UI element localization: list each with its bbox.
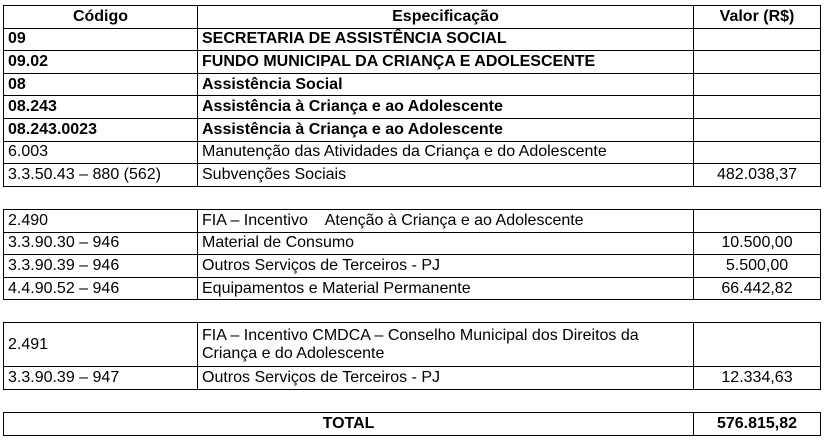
- valor-cell: [694, 51, 821, 74]
- budget-table-fia-2491: [3, 322, 821, 390]
- table-row: [4, 210, 821, 233]
- especificacao-cell: SECRETARIA DE ASSISTÊNCIA SOCIAL: [198, 28, 694, 51]
- especificacao-cell: Material de Consumo: [198, 232, 694, 255]
- valor-cell: 66.442,82: [694, 277, 821, 300]
- valor-cell: [694, 118, 821, 141]
- table-row: [4, 255, 821, 278]
- table-row: [4, 141, 821, 164]
- budget-table-fia-2490: [3, 209, 821, 300]
- header-codigo: Código: [4, 6, 198, 29]
- codigo-cell: 2.490: [4, 210, 198, 233]
- valor-cell: 12.334,63: [694, 367, 821, 390]
- especificacao-cell: Outros Serviços de Terceiros - PJ: [198, 367, 694, 390]
- especificacao-cell: Assistência Social: [198, 73, 694, 96]
- especificacao-cell: Assistência à Criança e ao Adolescente: [198, 96, 694, 119]
- codigo-cell: 3.3.90.39 – 946: [4, 255, 198, 278]
- table-row: [4, 118, 821, 141]
- codigo-cell: 3.3.50.43 – 880 (562): [4, 164, 198, 187]
- total-table: [3, 412, 821, 436]
- table-row: [4, 164, 821, 187]
- codigo-cell: 09: [4, 28, 198, 51]
- codigo-cell: 09.02: [4, 51, 198, 74]
- table-row: [4, 28, 821, 51]
- table-row: [4, 323, 821, 367]
- header-row: [4, 6, 821, 29]
- table-row: [4, 73, 821, 96]
- codigo-cell: 6.003: [4, 141, 198, 164]
- codigo-cell: 08: [4, 73, 198, 96]
- total-value: 576.815,82: [694, 413, 821, 436]
- especificacao-cell: Assistência à Criança e ao Adolescente: [198, 118, 694, 141]
- valor-cell: [694, 28, 821, 51]
- codigo-cell: 08.243: [4, 96, 198, 119]
- especificacao-cell: Equipamentos e Material Permanente: [198, 277, 694, 300]
- especificacao-cell: Outros Serviços de Terceiros - PJ: [198, 255, 694, 278]
- codigo-cell: 4.4.90.52 – 946: [4, 277, 198, 300]
- table-row: [4, 367, 821, 390]
- header-especificacao: Especificação: [198, 6, 694, 29]
- valor-cell: 10.500,00: [694, 232, 821, 255]
- especificacao-cell: FIA – Incentivo CMDCA – Conselho Municipal dos Direitos da Criança e do Adolescente: [198, 323, 694, 367]
- valor-cell: 482.038,37: [694, 164, 821, 187]
- codigo-cell: 08.243.0023: [4, 118, 198, 141]
- especificacao-cell: FUNDO MUNICIPAL DA CRIANÇA E ADOLESCENTE: [198, 51, 694, 74]
- table-row: [4, 277, 821, 300]
- valor-cell: [694, 96, 821, 119]
- valor-cell: [694, 210, 821, 233]
- especificacao-cell: Subvenções Sociais: [198, 164, 694, 187]
- codigo-cell: 2.491: [4, 323, 198, 367]
- valor-cell: 5.500,00: [694, 255, 821, 278]
- budget-table-main: [3, 5, 821, 187]
- total-row: [4, 413, 821, 436]
- especificacao-cell: Manutenção das Atividades da Criança e do Adolescente: [198, 141, 694, 164]
- table-row: [4, 232, 821, 255]
- especificacao-cell: FIA – Incentivo Atenção à Criança e ao Adolescente: [198, 210, 694, 233]
- table-row: [4, 96, 821, 119]
- valor-cell: [694, 141, 821, 164]
- valor-cell: [694, 323, 821, 367]
- header-valor: Valor (R$): [694, 6, 821, 29]
- total-label: TOTAL: [4, 413, 694, 436]
- table-row: [4, 51, 821, 74]
- codigo-cell: 3.3.90.30 – 946: [4, 232, 198, 255]
- codigo-cell: 3.3.90.39 – 947: [4, 367, 198, 390]
- valor-cell: [694, 73, 821, 96]
